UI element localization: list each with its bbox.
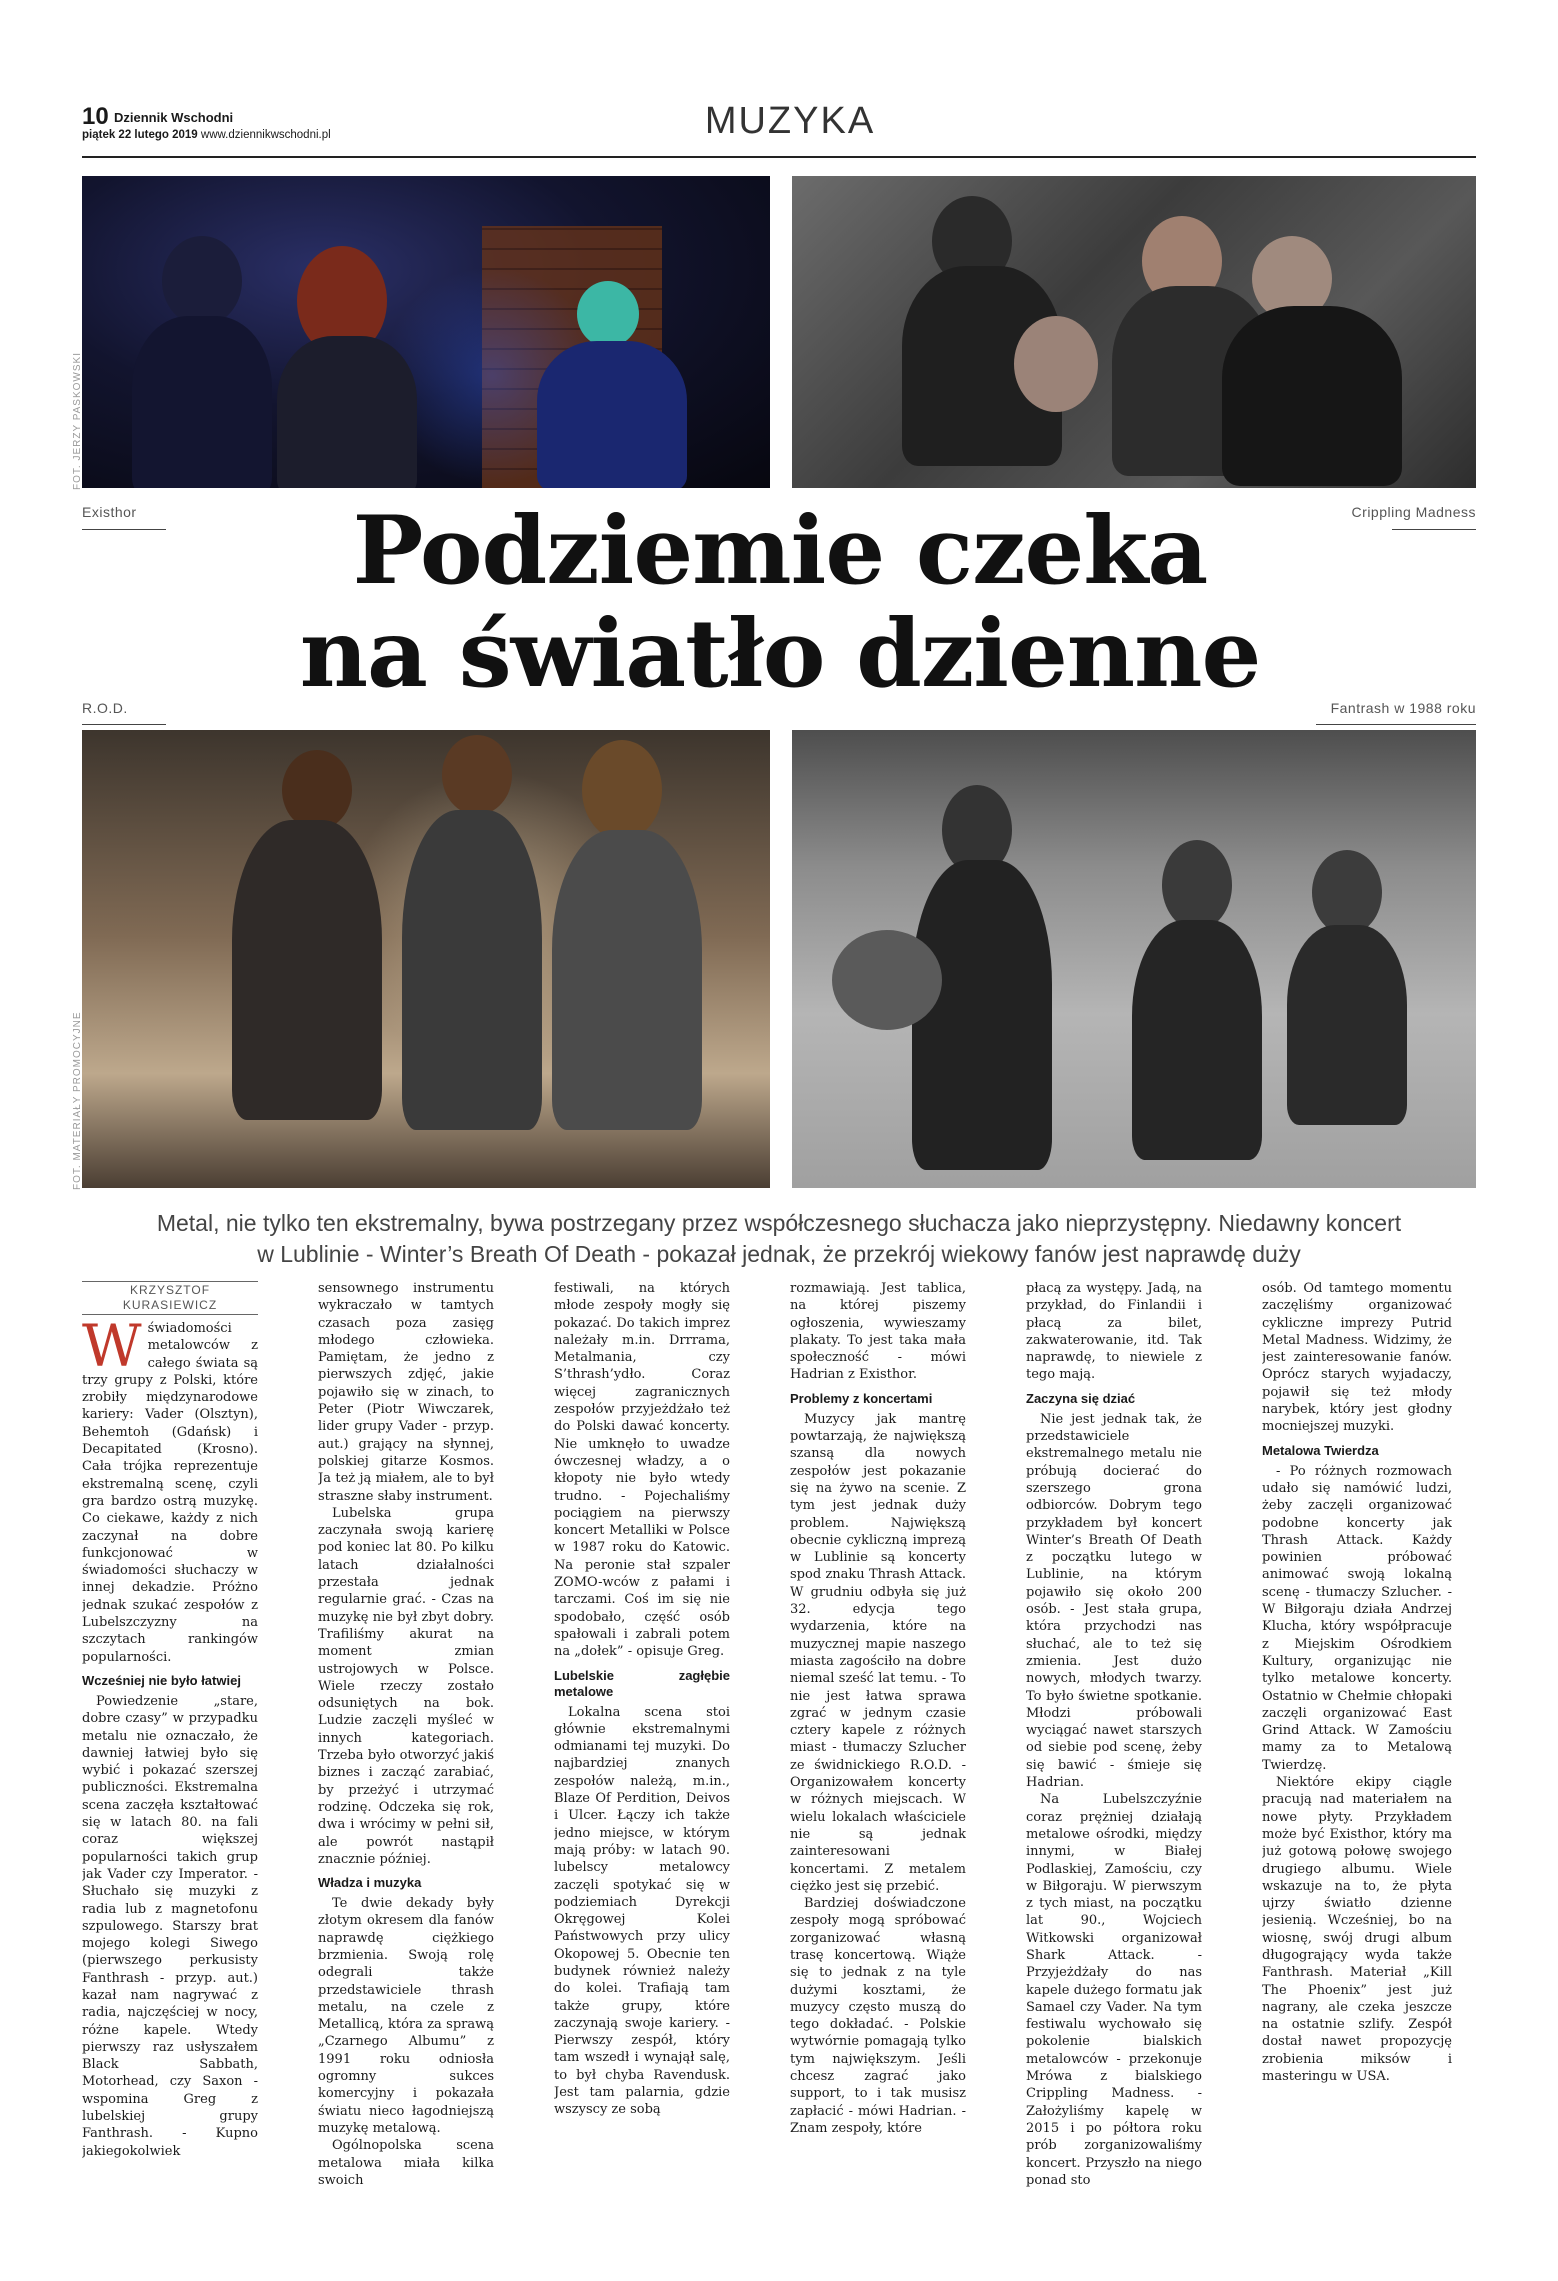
photo-figure [552, 830, 702, 1130]
photo-figure [132, 316, 272, 488]
article-paragraph: Lubelska grupa zaczynała swoją karierę pod koniec lat 80. Po kilku latach działalności przestała jednak regularnie grać. - Czas na muzykę nie był zbyt dobry. Trafiliśmy akurat na moment zmian ustrojowych w Polsce. Wiele rzeczy zostało odsuniętych na bok. Ludzie zaczęli myśleć w innych kategoriach. Trzeba było otworzyć jakiś biznes i zacząć zarabiać, by przeżyć i utrzymać rodzinę. Odczeka się rok, dwa i wrócimy w pełni sił, ale powrót nastąpił znacznie później. [318, 1505, 494, 1867]
article-paragraph: festiwali, na których młode zespoły mogły się pokazać. Do takich imprez należały m.in. Drrrama, Metalmania, czy S’thrash’ydło. Coraz więcej zagranicznych zespołów przyjeżdżało też do Polski dawać koncerty. Nie umknęło to uwadze ówczesnej władzy, a o kłopoty nie było wtedy trudno. - Pojechaliśmy pociągiem na pierwszy koncert Metalliki w Polsce w 1987 roku do Katowic. Na peronie stał szpaler ZOMO-wców z pałami i tarczami. Coś im się nie spodobało, część osób spałowali i zabrali potem na „dołek” - opisuje Greg. [554, 1281, 730, 1660]
author-rule-top [82, 1281, 258, 1282]
article-paragraph: - Po różnych rozmowach udało się namówić ludzi, żeby zaczęli organizować podobne koncerty jak Thrash Attack. Każdy powinien próbować animować swoją lokalną scenę - tłumaczy Szlucher. - W Biłgoraju działa Andrzej Klucha, który współpracuje z Miejskim Ośrodkiem Kultury, organizując nie tylko metalowe koncerty. Ostatnio w Chełmie chłopaki zaczęli organizować East Grind Attack. W Zamościu mamy za to Metalową Twierdzę. [1262, 1463, 1452, 1773]
article-subheading: Zaczyna się dziać [1026, 1390, 1136, 1406]
author-last-name: KURASIEWICZ [122, 1298, 218, 1312]
site-url[interactable]: www.dziennikwschodni.pl [200, 129, 331, 141]
article-paragraph: Na Lubelszczyźnie coraz prężniej działają metalowe ośrodki, między innymi, w Białej Podlaskiej, Zamościu, czy w Biłgoraju. W pierwszym z tych miast, na początku lat 90., Wojciech Witkowski organizował Shark Attack. - Przyjeżdżały do nas kapele dużego formatu jak Samael czy Vader. Na tym festiwalu wychowało się pokolenie bialskich metalowców - przekonuje Mrówa z bialskiego Crippling Madness. - Założyliśmy kapelę w 2015 i po półtora roku prób zorganizowaliśmy koncert. Przyszło na niego ponad sto [1026, 1792, 1202, 2188]
photo-credit-top: FOT. JERZY PASKOWSKI [72, 352, 83, 490]
photo-figure [912, 860, 1052, 1170]
article-paragraph: Nie jest jednak tak, że przedstawiciele ekstremalnego metalu nie próbują docierać do szerszego grona odbiorców. Dobrym tego przykładem był koncert Winter’s Breath Of Death z początku lutego w Lublinie, na którym pojawiło się około 200 osób. - Jest stała grupa, która przychodzi nas słuchać, ale to też się zmienia. Jest dużo nowych, młodych twarzy. To było świetne spotkanie. Młodzi próbowali wyciągać nawet starszych od siebie pod scenę, żeby się bawić - śmieje się Hadrian. [1026, 1411, 1202, 1791]
photo-rod [82, 730, 770, 1188]
article-paragraph: płacą za występy. Jadą, na przykład, do Finlandii i płacą za bilet, zakwaterowanie, itd. Tak naprawdę, to niewiele z tego mają. [1026, 1281, 1202, 1383]
article-column-3 [554, 1280, 730, 2265]
article-subheading: Lubelskie zagłębie metalowe [554, 1667, 730, 1699]
issue-date-line [82, 129, 331, 141]
caption-rule [82, 529, 166, 530]
article-paragraph: Muzycy jak mantrę powtarzają, że największą szansą dla nowych zespołów jest pokazanie się na żywo na scenie. Z tym jest jednak duży problem. Największą obecnie cykliczną imprezą w Lublinie są koncerty spod znaku Thrash Attack. W grudniu odbyła się już 32. edycja tego wydarzenia, które na muzycznej mapie naszego miasta zagościło na dobre niemal sześć lat temu. - To nie jest łatwa sprawa zgrać w jednym czasie cztery kapele z różnych miast - tłumaczy Szlucher ze świdnickiego R.O.D. - Organizowałem koncerty w różnych miejscach. W wielu lokalach właściciele nie są jednak zainteresowani koncertami. Z metalem ciężko jest się przebić. [790, 1411, 966, 1894]
photo-credit-bottom: FOT. MATERIAŁY PROMOCYJNE [72, 1011, 83, 1190]
section-title: MUZYKA [704, 100, 876, 142]
issue-date: piątek 22 lutego 2019 [82, 129, 198, 141]
headline-line-1: Podziemie czeka [352, 496, 1208, 606]
photo-fantrash [792, 730, 1476, 1188]
photo-figure [1287, 925, 1407, 1125]
photo-figure [277, 336, 417, 488]
article-paragraph: Powiedzenie „stare, dobre czasy” w przypadku metalu nie oznaczało, że dawniej łatwiej było się wybić i pokazać szerszej publiczności. Ekstremalna scena zaczęła kształtować się w latach 80. na fali coraz większej popularności takich grup jak Vader czy Imperator. - Słuchało się muzyki z radia lub z magnetofonu szpulowego. Starszy brat mojego kolegi Siwego (pierwszego perkusisty Fanthrash - przyp. aut.) kazał nam nagrywać z radia, najczęściej w nocy, różne kapele. Wtedy pierwszy raz usłyszałem Black Sabbath, Motorhead, czy Saxon - wspomina Greg z lubelskiej grupy Fanthrash. - Kupno jakiegokolwiek [82, 1693, 258, 2159]
photo-figure-head [162, 236, 242, 326]
article-subheading: Wcześniej nie było łatwiej [82, 1672, 241, 1688]
page-number: 10 [82, 103, 109, 130]
photo-figure-head [1162, 840, 1232, 930]
article-paragraph: Bardziej doświadczone zespoły mogą spróbować zorganizować własną trasę koncertową. Wiąże się to jednak z na tyle dużymi kosztami, że muzycy często muszą do tego dokładać. - Polskie wytwórnie pomagają tylko tym największym. Jeśli chcesz zagrać jako support, to i tak musisz zapłacić - mówi Hadrian. - Znam zespoły, które [790, 1896, 966, 2136]
article-subheading: Władza i muzyka [318, 1875, 422, 1891]
photo-figure-head [582, 740, 662, 840]
headline [160, 496, 1400, 709]
author-byline [82, 1283, 258, 1313]
article-paragraph: osób. Od tamtego momentu zaczęliśmy organizować cykliczne imprezy Putrid Metal Madness. Widzimy, że jest zainteresowanie fanów. Oprócz starych wyjadaczy, pojawił się też młody narybek, który jest głodny mocniejszej muzyki. [1262, 1281, 1452, 1435]
article-column-5 [1026, 1280, 1202, 2265]
lead-line-2: w Lublinie - Winter’s Breath Of Death - pokazał jednak, że przekrój wiekowy fanów jest naprawdę duży [257, 1241, 1301, 1267]
article-paragraph: rozmawiają. Jest tablica, na której piszemy ogłoszenia, wywieszamy plakaty. To jest taka mała społeczność - mówi Hadrian z Existhor. [790, 1281, 966, 1383]
photo-figure [1132, 920, 1262, 1160]
article-column-6 [1262, 1280, 1452, 2265]
photo-figure-head [442, 735, 512, 815]
photo-existhor [82, 176, 770, 488]
article-column-1 [82, 1320, 258, 2265]
article-paragraph: świadomości metalowców z całego świata są trzy grupy z Polski, które zrobiły międzynarodowe kariery: Vader (Olsztyn), Behemtoh (Gdańsk) i Decapitated (Krosno). Cała trójka reprezentuje ekstremalną scenę, czyli gra bardzo ostrą muzykę. Co ciekawe, każdy z nich zaczynał na dobre funkcjonować w świadomości słuchaczy w innej dekadzie. Próżno jednak szukać zespołów z Lubelszczyzny na szczytach rankingów popularności. [82, 1321, 258, 1665]
lead-line-1: Metal, nie tylko ten ekstremalny, bywa postrzegany przez współczesnego słuchacza jako nieprzystępny. Niedawny koncert [156, 1210, 1402, 1236]
caption-rule [82, 724, 166, 725]
article-subheading: Problemy z koncertami [790, 1390, 933, 1406]
header-rule [82, 156, 1476, 158]
caption-rule [1392, 529, 1476, 530]
photo-figure-head [1014, 316, 1098, 412]
article-paragraph: Te dwie dekady były złotym okresem dla fanów naprawdę ciężkiego brzmienia. Swoją rolę odegrali także przedstawiciele thrash metalu, na czele z Metallicą, która za sprawą „Czarnego Albumu” z 1991 roku odniosła ogromny sukces komercyjny i pokazała światu nieco łagodniejszą muzykę metalową. [318, 1896, 494, 2136]
headline-line-2: na światło dzienne [299, 599, 1261, 709]
photo-crippling-madness [792, 176, 1476, 488]
photo-figure-head [282, 750, 352, 830]
photo-drum-kit [832, 930, 942, 1030]
paper-name: Dziennik Wschodni [114, 110, 234, 125]
caption-crippling-madness: Crippling Madness [1351, 504, 1476, 520]
author-first-name: KRZYSZTOF [129, 1283, 211, 1297]
article-subheading: Metalowa Twierdza [1262, 1442, 1379, 1458]
caption-rule [1316, 724, 1476, 725]
photo-figure-head [1312, 850, 1382, 935]
article-paragraph: Niektóre ekipy ciągle pracują nad materiałem na nowe płyty. Przykładem może być Existhor, który ma już gotową połowę swojego drugiego albumu. Wiele wskazuje na to, że płyta ujrzy światło dzienne jesienią. Wcześniej, bo na wiosnę, swój drugi album długogrający wyda także Fanthrash. Materiał „Kill The Phoenix” jest już nagrany, ale czeka jeszcze na ostatnie szlify. Zespół dostał nawet propozycję zrobienia miksów i masteringu w USA. [1262, 1775, 1452, 2085]
article-paragraph: Ogólnopolska scena metalowa miała kilka swoich [318, 2138, 494, 2188]
photo-figure [537, 341, 687, 488]
article-column-2 [318, 1280, 494, 2265]
drop-cap: W [82, 1320, 142, 1380]
article-paragraph: sensownego instrumentu wykraczało w tamtych czasach poza zasięg młodego człowieka. Pamiętam, że jedno z pierwszych zdjęć, jakie pojawiło się w zinach, to Peter (Piotr Wiwczarek, lider grupy Vader - przyp. aut.) grający na słynnej, polskiej gitarze Kosmos. Ja też ją miałem, ale to był straszne słaby instrument. [318, 1281, 494, 1504]
article-paragraph: Lokalna scena stoi głównie ekstremalnymi odmianami tej muzyki. Do najbardziej znanych zespołów należą, m.in., Blaze Of Perdition, Deivos i Ulcer. Łączy ich także jedno miejsce, w którym mają próby: w latach 90. lubelscy metalowcy zaczęli spotykać się w podziemiach Dyrekcji Okręgowej Kolei Państwowych przy ulicy Okopowej 5. Obecnie ten budynek również należy do kolei. Trafiają tam także grupy, które zaczynają swoje kariery. - Pierwszy zespół, który tam wszedł i wynajął salę, to był chyba Ravendusk. Jest tam palarnia, gdzie wszyscy ze sobą [554, 1704, 730, 2118]
photo-figure [402, 810, 542, 1130]
caption-fantrash: Fantrash w 1988 roku [1330, 700, 1476, 716]
photo-figure-head [577, 281, 639, 347]
caption-existhor: Existhor [82, 504, 137, 520]
caption-rod: R.O.D. [82, 700, 128, 716]
author-rule-bottom [82, 1314, 258, 1315]
photo-figure [1222, 306, 1402, 486]
lead-paragraph [82, 1208, 1476, 1270]
article-column-4 [790, 1280, 966, 2265]
photo-figure [232, 820, 382, 1120]
